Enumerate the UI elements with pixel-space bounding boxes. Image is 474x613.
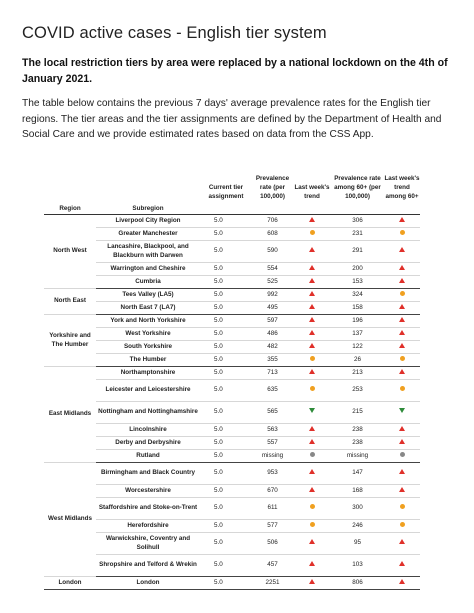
- prevalence-60-cell: 215: [331, 402, 384, 424]
- red-up-triangle-icon: [399, 343, 405, 348]
- trend-60-cell: [384, 463, 420, 485]
- prevalence-cell: 590: [252, 241, 293, 263]
- red-up-triangle-icon: [399, 247, 405, 252]
- red-up-triangle-icon: [309, 317, 315, 322]
- tier-table-container: [44, 164, 420, 590]
- tier-cell: 5.0: [200, 367, 252, 380]
- subregion-cell: Herefordshire: [96, 520, 200, 533]
- prevalence-cell: 525: [252, 276, 293, 289]
- prevalence-cell: 597: [252, 315, 293, 328]
- red-up-triangle-icon: [309, 369, 315, 374]
- red-up-triangle-icon: [309, 579, 315, 584]
- trend-60-cell: [384, 555, 420, 577]
- header-trend-60: Last week's trend among 60+: [384, 175, 420, 200]
- subregion-cell: Warrington and Cheshire: [96, 263, 200, 276]
- red-up-triangle-icon: [309, 561, 315, 566]
- table-row: [44, 241, 420, 263]
- trend-60-cell: [384, 380, 420, 402]
- red-up-triangle-icon: [399, 217, 405, 222]
- header-prevalence-60: Prevalence rate among 60+ (per 100,000): [334, 175, 381, 200]
- prevalence-cell: 670: [252, 485, 293, 498]
- trend-cell: [293, 380, 331, 402]
- grey-dot-icon: [400, 452, 405, 457]
- prevalence-60-cell: 806: [331, 577, 384, 590]
- red-up-triangle-icon: [399, 330, 405, 335]
- subregion-cell: Lancashire, Blackpool, and Blackburn with Darwen: [96, 241, 200, 263]
- red-up-triangle-icon: [399, 561, 405, 566]
- amber-dot-icon: [400, 504, 405, 509]
- header-tier: Current tier assignment: [208, 184, 244, 200]
- trend-cell: [293, 533, 331, 555]
- prevalence-cell: 706: [252, 215, 293, 228]
- subregion-cell: London: [96, 577, 200, 590]
- table-row: [44, 463, 420, 485]
- trend-cell: [293, 328, 331, 341]
- prevalence-cell: 992: [252, 289, 293, 302]
- trend-cell: [293, 555, 331, 577]
- red-up-triangle-icon: [309, 539, 315, 544]
- table-row: [44, 533, 420, 555]
- red-up-triangle-icon: [399, 439, 405, 444]
- amber-dot-icon: [400, 356, 405, 361]
- table-row: [44, 402, 420, 424]
- tier-cell: 5.0: [200, 555, 252, 577]
- prevalence-60-cell: 231: [331, 228, 384, 241]
- page-title: COVID active cases - English tier system: [22, 24, 327, 42]
- amber-dot-icon: [400, 386, 405, 391]
- table-row: [44, 341, 420, 354]
- prevalence-cell: 608: [252, 228, 293, 241]
- red-up-triangle-icon: [309, 291, 315, 296]
- tier-cell: 5.0: [200, 276, 252, 289]
- trend-60-cell: [384, 315, 420, 328]
- tier-cell: 5.0: [200, 577, 252, 590]
- red-up-triangle-icon: [399, 579, 405, 584]
- red-up-triangle-icon: [309, 439, 315, 444]
- green-down-triangle-icon: [399, 408, 405, 413]
- trend-cell: [293, 289, 331, 302]
- trend-cell: [293, 520, 331, 533]
- trend-cell: [293, 424, 331, 437]
- header-subregion: Subregion: [96, 202, 200, 215]
- subregion-cell: Worcestershire: [96, 485, 200, 498]
- tier-cell: 5.0: [200, 289, 252, 302]
- amber-dot-icon: [310, 386, 315, 391]
- subregion-cell: Birmingham and Black Country: [96, 463, 200, 485]
- prevalence-60-cell: 122: [331, 341, 384, 354]
- red-up-triangle-icon: [309, 330, 315, 335]
- prevalence-60-cell: 168: [331, 485, 384, 498]
- tier-cell: 5.0: [200, 241, 252, 263]
- red-up-triangle-icon: [399, 469, 405, 474]
- tier-cell: 5.0: [200, 520, 252, 533]
- trend-cell: [293, 463, 331, 485]
- subregion-cell: Liverpool City Region: [96, 215, 200, 228]
- prevalence-60-cell: 291: [331, 241, 384, 263]
- red-up-triangle-icon: [309, 278, 315, 283]
- trend-60-cell: [384, 302, 420, 315]
- trend-60-cell: [384, 498, 420, 520]
- region-cell: London: [44, 577, 96, 590]
- tier-cell: 5.0: [200, 228, 252, 241]
- table-row: [44, 276, 420, 289]
- subregion-cell: Northamptonshire: [96, 367, 200, 380]
- trend-60-cell: [384, 289, 420, 302]
- trend-60-cell: [384, 485, 420, 498]
- table-row: [44, 555, 420, 577]
- table-row: [44, 437, 420, 450]
- tier-cell: 5.0: [200, 533, 252, 555]
- red-up-triangle-icon: [399, 265, 405, 270]
- amber-dot-icon: [400, 522, 405, 527]
- prevalence-cell: 953: [252, 463, 293, 485]
- trend-cell: [293, 341, 331, 354]
- amber-dot-icon: [400, 230, 405, 235]
- prevalence-cell: 506: [252, 533, 293, 555]
- prevalence-cell: 495: [252, 302, 293, 315]
- table-body: [44, 215, 420, 590]
- prevalence-60-cell: missing: [331, 450, 384, 463]
- trend-cell: [293, 276, 331, 289]
- trend-60-cell: [384, 533, 420, 555]
- trend-60-cell: [384, 437, 420, 450]
- table-row: [44, 215, 420, 228]
- header-region: Region: [44, 202, 96, 215]
- trend-60-cell: [384, 215, 420, 228]
- amber-dot-icon: [310, 504, 315, 509]
- prevalence-cell: missing: [252, 450, 293, 463]
- prevalence-cell: 611: [252, 498, 293, 520]
- tier-cell: 5.0: [200, 215, 252, 228]
- trend-cell: [293, 241, 331, 263]
- prevalence-cell: 554: [252, 263, 293, 276]
- region-cell: North West: [44, 215, 96, 289]
- prevalence-60-cell: 103: [331, 555, 384, 577]
- tier-cell: 5.0: [200, 463, 252, 485]
- trend-cell: [293, 215, 331, 228]
- prevalence-cell: 635: [252, 380, 293, 402]
- subregion-cell: Staffordshire and Stoke-on-Trent: [96, 498, 200, 520]
- table-row: [44, 450, 420, 463]
- tier-cell: 5.0: [200, 437, 252, 450]
- trend-60-cell: [384, 450, 420, 463]
- table-row: [44, 328, 420, 341]
- trend-cell: [293, 450, 331, 463]
- trend-60-cell: [384, 328, 420, 341]
- trend-60-cell: [384, 577, 420, 590]
- amber-dot-icon: [310, 230, 315, 235]
- subregion-cell: Lincolnshire: [96, 424, 200, 437]
- tier-cell: 5.0: [200, 380, 252, 402]
- prevalence-60-cell: 137: [331, 328, 384, 341]
- prevalence-cell: 486: [252, 328, 293, 341]
- subregion-cell: Greater Manchester: [96, 228, 200, 241]
- table-row: [44, 228, 420, 241]
- red-up-triangle-icon: [309, 304, 315, 309]
- subregion-cell: North East 7 (LA7): [96, 302, 200, 315]
- red-up-triangle-icon: [399, 304, 405, 309]
- header-trend: Last week's trend: [294, 184, 330, 200]
- red-up-triangle-icon: [309, 247, 315, 252]
- red-up-triangle-icon: [309, 469, 315, 474]
- table-row: [44, 380, 420, 402]
- prevalence-60-cell: 324: [331, 289, 384, 302]
- trend-60-cell: [384, 402, 420, 424]
- subregion-cell: Cumbria: [96, 276, 200, 289]
- trend-60-cell: [384, 354, 420, 367]
- prevalence-60-cell: 95: [331, 533, 384, 555]
- prevalence-60-cell: 300: [331, 498, 384, 520]
- subregion-cell: The Humber: [96, 354, 200, 367]
- trend-cell: [293, 302, 331, 315]
- prevalence-cell: 457: [252, 555, 293, 577]
- trend-60-cell: [384, 341, 420, 354]
- trend-cell: [293, 315, 331, 328]
- prevalence-60-cell: 253: [331, 380, 384, 402]
- trend-cell: [293, 577, 331, 590]
- region-cell: East Midlands: [44, 367, 96, 463]
- prevalence-60-cell: 196: [331, 315, 384, 328]
- prevalence-60-cell: 200: [331, 263, 384, 276]
- prevalence-60-cell: 306: [331, 215, 384, 228]
- region-cell: West Midlands: [44, 463, 96, 577]
- table-row: [44, 367, 420, 380]
- red-up-triangle-icon: [309, 265, 315, 270]
- trend-60-cell: [384, 241, 420, 263]
- lockdown-notice: The local restriction tiers by area were replaced by a national lockdown on the 4th of January 2021.: [22, 57, 448, 85]
- prevalence-cell: 355: [252, 354, 293, 367]
- table-row: [44, 315, 420, 328]
- amber-dot-icon: [310, 356, 315, 361]
- table-description: The table below contains the previous 7 days' average prevalence rates for the English tier regions. The tier areas and the tier assignments are defined by the Department of Health and Social Care and we provide estimated rates based on data from the CSS App.: [22, 98, 442, 141]
- subregion-cell: Shropshire and Telford & Wrekin: [96, 555, 200, 577]
- table-row: [44, 520, 420, 533]
- trend-cell: [293, 354, 331, 367]
- prevalence-60-cell: 238: [331, 424, 384, 437]
- subregion-cell: Rutland: [96, 450, 200, 463]
- tier-cell: 5.0: [200, 402, 252, 424]
- red-up-triangle-icon: [399, 317, 405, 322]
- table-row: [44, 424, 420, 437]
- tier-cell: 5.0: [200, 450, 252, 463]
- red-up-triangle-icon: [309, 217, 315, 222]
- tier-cell: 5.0: [200, 485, 252, 498]
- green-down-triangle-icon: [309, 408, 315, 413]
- subregion-cell: South Yorkshire: [96, 341, 200, 354]
- header-prevalence: Prevalence rate (per 100,000): [255, 175, 290, 200]
- subregion-cell: West Yorkshire: [96, 328, 200, 341]
- tier-table: [44, 164, 420, 590]
- trend-60-cell: [384, 228, 420, 241]
- amber-dot-icon: [400, 291, 405, 296]
- table-row: [44, 263, 420, 276]
- prevalence-60-cell: 153: [331, 276, 384, 289]
- trend-cell: [293, 485, 331, 498]
- tier-cell: 5.0: [200, 302, 252, 315]
- red-up-triangle-icon: [399, 539, 405, 544]
- tier-cell: 5.0: [200, 328, 252, 341]
- trend-cell: [293, 367, 331, 380]
- tier-cell: 5.0: [200, 498, 252, 520]
- subregion-cell: Tees Valley (LA5): [96, 289, 200, 302]
- prevalence-60-cell: 147: [331, 463, 384, 485]
- red-up-triangle-icon: [309, 343, 315, 348]
- trend-cell: [293, 498, 331, 520]
- prevalence-cell: 563: [252, 424, 293, 437]
- table-row: [44, 485, 420, 498]
- table-row: [44, 577, 420, 590]
- tier-cell: 5.0: [200, 424, 252, 437]
- prevalence-60-cell: 26: [331, 354, 384, 367]
- trend-60-cell: [384, 520, 420, 533]
- prevalence-cell: 2251: [252, 577, 293, 590]
- grey-dot-icon: [310, 452, 315, 457]
- prevalence-60-cell: 246: [331, 520, 384, 533]
- subregion-cell: Leicester and Leicestershire: [96, 380, 200, 402]
- trend-cell: [293, 437, 331, 450]
- trend-cell: [293, 263, 331, 276]
- table-row: [44, 302, 420, 315]
- table-row: [44, 354, 420, 367]
- red-up-triangle-icon: [309, 487, 315, 492]
- trend-60-cell: [384, 263, 420, 276]
- prevalence-60-cell: 158: [331, 302, 384, 315]
- tier-cell: 5.0: [200, 354, 252, 367]
- trend-60-cell: [384, 276, 420, 289]
- subregion-cell: Nottingham and Nottinghamshire: [96, 402, 200, 424]
- prevalence-cell: 565: [252, 402, 293, 424]
- region-cell: Yorkshire and The Humber: [44, 315, 96, 367]
- table-row: [44, 289, 420, 302]
- trend-60-cell: [384, 367, 420, 380]
- subregion-cell: Derby and Derbyshire: [96, 437, 200, 450]
- prevalence-cell: 482: [252, 341, 293, 354]
- prevalence-cell: 713: [252, 367, 293, 380]
- region-cell: North East: [44, 289, 96, 315]
- prevalence-60-cell: 213: [331, 367, 384, 380]
- red-up-triangle-icon: [399, 369, 405, 374]
- prevalence-cell: 557: [252, 437, 293, 450]
- red-up-triangle-icon: [309, 426, 315, 431]
- red-up-triangle-icon: [399, 278, 405, 283]
- tier-cell: 5.0: [200, 341, 252, 354]
- tier-cell: 5.0: [200, 315, 252, 328]
- subregion-cell: York and North Yorkshire: [96, 315, 200, 328]
- amber-dot-icon: [310, 522, 315, 527]
- red-up-triangle-icon: [399, 426, 405, 431]
- trend-cell: [293, 402, 331, 424]
- tier-cell: 5.0: [200, 263, 252, 276]
- table-row: [44, 498, 420, 520]
- trend-cell: [293, 228, 331, 241]
- prevalence-cell: 577: [252, 520, 293, 533]
- trend-60-cell: [384, 424, 420, 437]
- subregion-cell: Warwickshire, Coventry and Solihull: [96, 533, 200, 555]
- prevalence-60-cell: 238: [331, 437, 384, 450]
- red-up-triangle-icon: [399, 487, 405, 492]
